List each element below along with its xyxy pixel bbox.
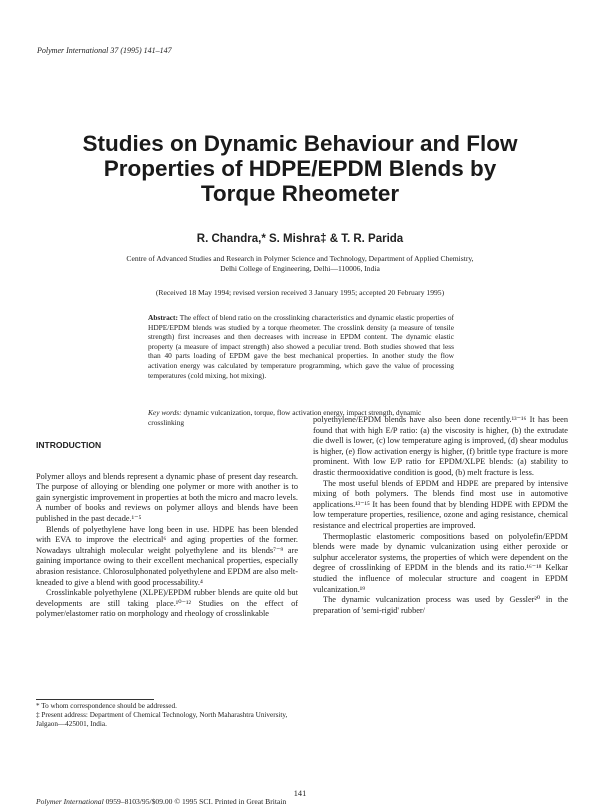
journal-citation: Polymer International 37 (1995) 141–147 (37, 46, 172, 55)
body-paragraph: Crosslinkable polyethylene (XLPE)/EPDM rubber blends are quite old but developments are still taking place.¹⁰⁻¹² Studies on the effect of polymer/elastomer ratio on morphology and rheology of crosslinkable (36, 588, 298, 619)
affiliation-line: Centre of Advanced Studies and Research in Polymer Science and Technology, Department of Applied Chemistry, (126, 254, 474, 263)
keywords-text: dynamic vulcanization, torque, flow activation energy, impact strength, dynamic crosslinking (148, 408, 422, 427)
footnotes (36, 702, 298, 729)
title-line: Studies on Dynamic Behaviour and Flow (82, 131, 518, 156)
paper-title (40, 131, 560, 206)
title-line: Properties of HDPE/EPDM Blends by (103, 156, 497, 181)
left-column (36, 440, 298, 620)
section-heading-introduction: INTRODUCTION (36, 440, 102, 450)
footnote: ‡ Present address: Department of Chemical Technology, North Maharashtra University, Jalgaon—425001, India. (36, 711, 288, 728)
abstract-label: Abstract: (148, 313, 178, 322)
received-dates: (Received 18 May 1994; revised version received 3 January 1995; accepted 20 February 1995) (155, 288, 445, 297)
title-line: Torque Rheometer (200, 181, 400, 206)
body-paragraph: Blends of polyethylene have long been in use. HDPE has been blended with EVA to improve the electrical⁶ and aging properties of the former. Nowadays ultrahigh molecular weight polyethylene and its blends⁷⁻⁹ are gaining importance owing to their excellent mechanical properties, especially abrasion resistance. Chlorosulphonated polyethylene and EPDM are also melt-kneaded to give a blend with good processability.⁴ (36, 524, 298, 587)
body-paragraph: Thermoplastic elastomeric compositions based on polyolefin/EPDM blends were made by dynamic vulcanization using either peroxide or sulphur accelerator systems, the properties of which were dependent on the degree of crosslinking of EPDM in the blends and its ratio.¹⁶⁻¹⁸ Kelkar studied the influence of molecular structure and coagent in EPDM vulcanization.¹⁹ (313, 531, 568, 594)
page-footer (36, 797, 576, 806)
abstract-text: The effect of blend ratio on the crosslinking characteristics and dynamic elastic properties of HDPE/EPDM blends was studied by a torque rheometer. The crosslink density (a measure of tensile strength) first increases and then decreases with increase in EPDM content. The dynamic elastic property (a measure of impact strength) also showed a peculiar trend. Both studies showed that less than 40 parts loading of EPDM gave the best mechanical properties. In another study the flow activation energy was calculated by temperature programming, which gave the value of processing temperatures (cold mixing, hot mixing). (148, 313, 454, 380)
keywords-label: Key words: (148, 408, 182, 417)
body-paragraph: Polymer alloys and blends represent a dynamic phase of present day research. The purpose of alloying or blending one polymer or more with another is to gain synergistic improvement in properties at both the micro and macro levels. A number of books and reviews on polymer alloys and blends have been published in the past decade.¹⁻⁵ (36, 471, 298, 523)
footer-copyright: 0959–8103/95/$09.00 © 1995 SCI. Printed in Great Britain (105, 797, 287, 806)
page-number: 141 (293, 789, 307, 798)
body-paragraph: The dynamic vulcanization process was used by Gessler²⁰ in the preparation of 'semi-rigid' rubber/ (313, 595, 568, 615)
affiliation-line: Delhi College of Engineering, Delhi—110006, India (220, 264, 380, 273)
footnote-divider (36, 699, 154, 700)
right-column (313, 415, 568, 616)
author-list: R. Chandra,* S. Mishra‡ & T. R. Parida (196, 233, 404, 245)
body-paragraph: polyethylene/EPDM blends have also been done recently.¹³⁻¹⁶ It has been found that with high E/P ratio: (a) the viscosity is higher, (b) the extrudate die dwell is lower, (c) low temperature aging is improved, (d) shear modulus is higher, (e) flow activation energy is higher, (f) brittle type fracture is more prominent. With low E/P ratio for EPDM/XLPE blends: (a) stability to drastic thermooxidative condition is good, (b) melt fracture is less. (313, 415, 568, 477)
affiliation (90, 254, 510, 274)
abstract (148, 313, 454, 380)
footnote: * To whom correspondence should be addressed. (36, 702, 177, 710)
body-paragraph: The most useful blends of EPDM and HDPE are prepared by intensive mixing of both polymers. The blends find most use in automotive applications.¹³⁻¹⁵ It has been found that by blending HDPE with EPDM the low temperature properties, resilience, ozone and aging resistance, chemical resistance and electrical properties are improved. (313, 478, 568, 530)
footer-journal: Polymer International (36, 797, 104, 806)
